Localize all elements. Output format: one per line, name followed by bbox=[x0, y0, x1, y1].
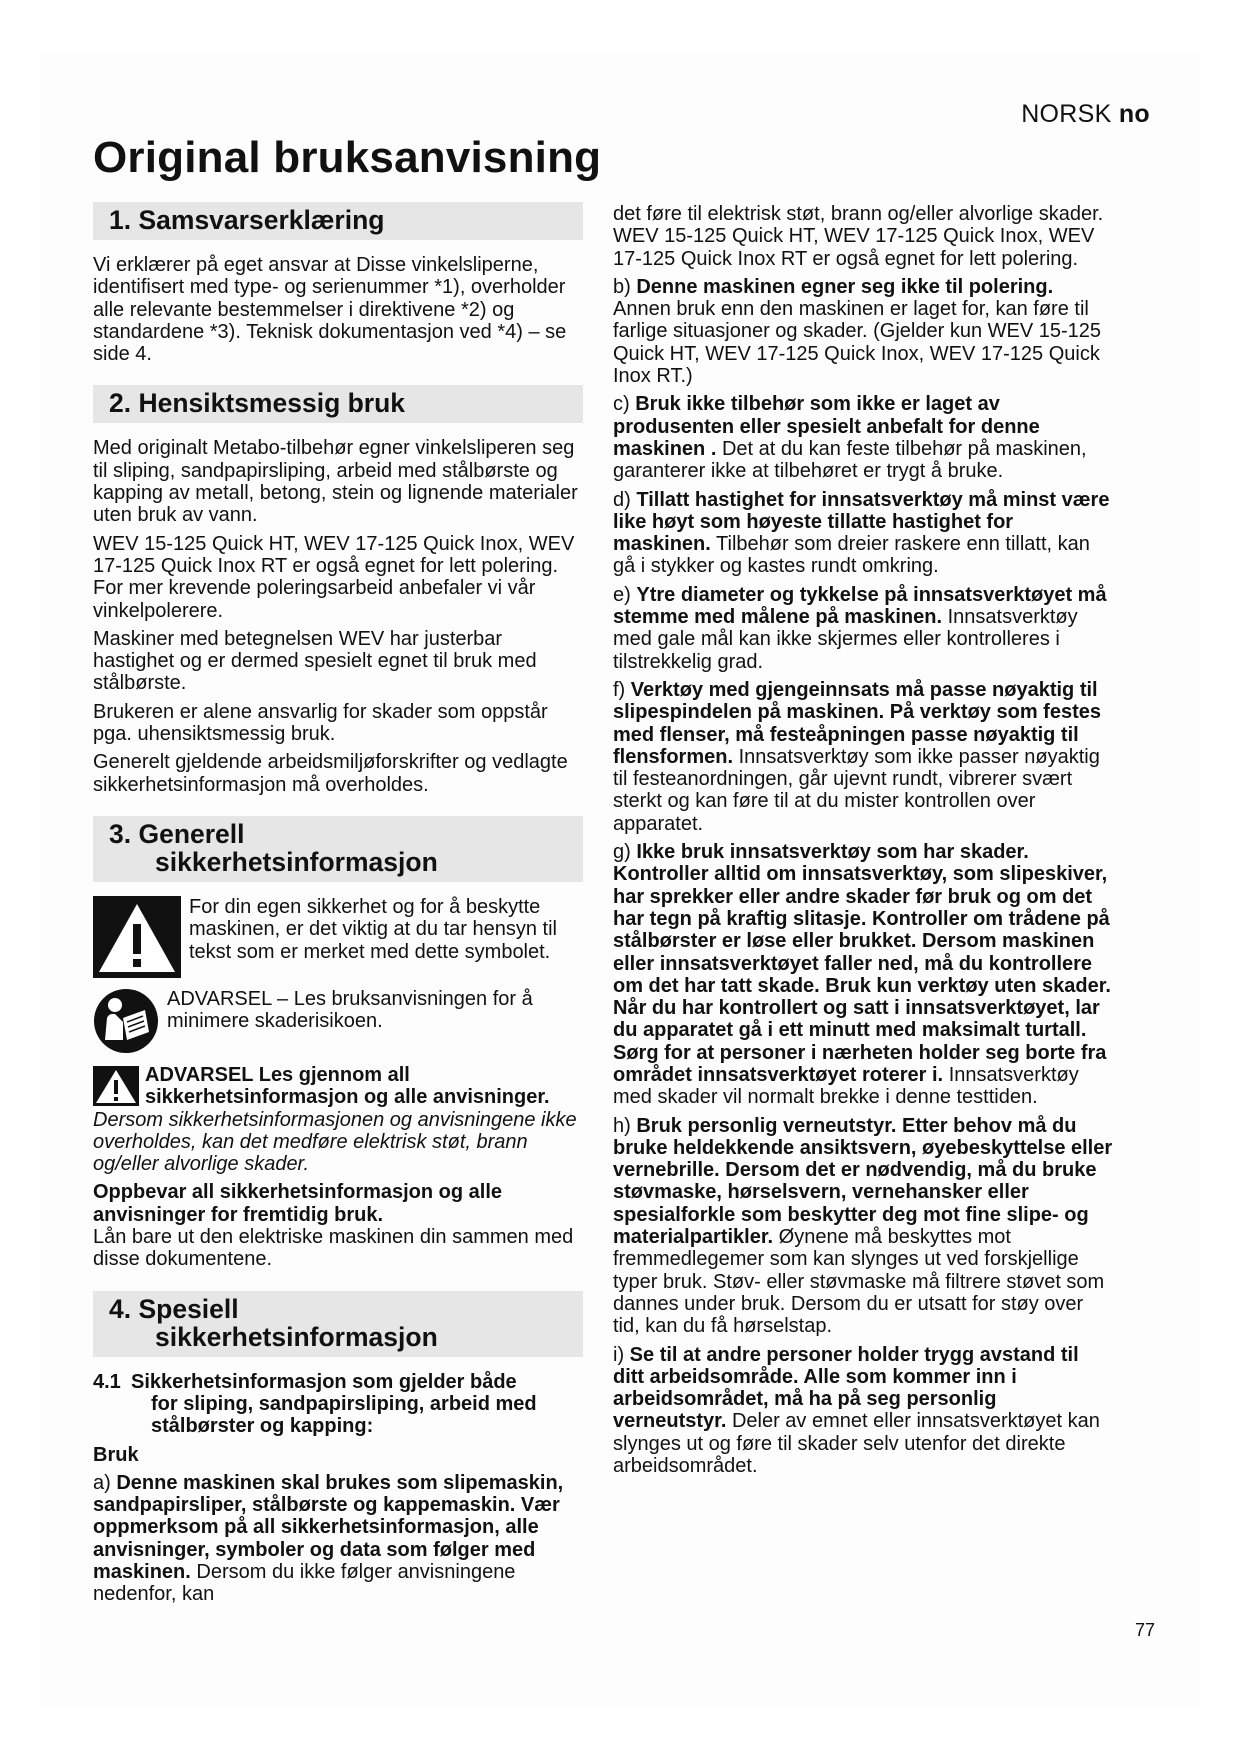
section-1-paragraph: Vi erklærer på eget ansvar at Disse vinkelsliperne, identifisert med type- og serienummer *1), overholder alle relevante bestemmelser i direktivene *2) og standardene *3). Teknisk dokumentasjon ved *4) – se side 4. bbox=[93, 254, 567, 366]
item-e-paragraph bbox=[613, 584, 1113, 673]
item-b-prefix: b) bbox=[613, 275, 631, 298]
item-d-paragraph bbox=[613, 489, 1113, 578]
keep-instructions-normal: Lån bare ut den elektriske maskinen din sammen med disse dokumentene. bbox=[93, 1226, 574, 1271]
item-a-paragraph bbox=[93, 1472, 583, 1606]
item-g-prefix: g) bbox=[613, 841, 631, 864]
keep-instructions-bold: Oppbevar all sikkerhetsinformasjon og alle anvisninger for fremtidig bruk. bbox=[93, 1181, 503, 1226]
section-3-heading-line-1: 3. Generell bbox=[109, 818, 245, 849]
item-d-prefix: d) bbox=[613, 488, 631, 511]
item-i-prefix: i) bbox=[613, 1343, 625, 1366]
section-3-heading bbox=[93, 816, 583, 882]
item-h-prefix: h) bbox=[613, 1114, 631, 1137]
keep-instructions-paragraph bbox=[93, 1181, 583, 1270]
item-d-normal: Tilbehør som dreier raskere enn tillatt, kan gå i stykker og kastes rundt omkring. bbox=[613, 533, 1090, 578]
item-a-prefix: a) bbox=[93, 1471, 111, 1494]
item-i-normal: Deler av emnet eller innsatsverktøyet kan slynges ut og føre til skader selv utenfor det direkte arbeidsområdet. bbox=[613, 1410, 1100, 1478]
item-h-paragraph bbox=[613, 1115, 1113, 1338]
read-manual-icon bbox=[93, 988, 159, 1054]
read-manual-text: ADVARSEL – Les bruksanvisningen for å minimere skaderisikoen. bbox=[167, 987, 533, 1033]
section-2-heading: 2. Hensiktsmessig bruk bbox=[93, 385, 583, 423]
subsection-4-1-heading bbox=[93, 1371, 583, 1438]
section-2-paragraph-3: Maskiner med betegnelsen WEV har justerbar hastighet og er dermed spesielt egnet til bruk med stålbørste. bbox=[93, 627, 537, 695]
item-e-bold: Ytre diameter og tykkelse på innsatsverktøyet må stemme med målene på maskinen. bbox=[613, 583, 1107, 629]
item-h-normal: Øynene må beskyttes mot fremmedlegemer som kan slynges ut ved forskjellige typer bruk. Støv- eller støvmaske må filtrere støvet som dannes under bruk. Dersom du er utsatt for støy over tid, kan du få hørselstap. bbox=[613, 1226, 1105, 1338]
language-code: no bbox=[1118, 100, 1150, 128]
section-2-paragraph-1: Med originalt Metabo-tilbehør egner vinkelsliperen seg til sliping, sandpapirsliping, arbeid med stålbørste og kapping av metall, betong, stein og lignende materialer uten bruk av vann. bbox=[93, 437, 578, 527]
item-f-paragraph bbox=[613, 679, 1113, 835]
item-g-paragraph bbox=[613, 841, 1113, 1109]
left-column bbox=[93, 202, 583, 1612]
item-f-normal: Innsatsverktøy som ikke passer nøyaktig til festeanordningen, går ujevnt rundt, vibrerer svært sterkt og kan føre til at du mister kontrollen over apparatet. bbox=[613, 745, 1100, 835]
general-warning-paragraph bbox=[93, 1064, 583, 1175]
subsection-number: 4.1 bbox=[93, 1370, 121, 1393]
section-2-paragraph-5: Generelt gjeldende arbeidsmiljøforskrifter og vedlagte sikkerhetsinformasjon må overholdes. bbox=[93, 751, 568, 796]
item-f-bold: Verktøy med gjengeinnsats må passe nøyaktig til slipespindelen på maskinen. På verktøy som festes med flenser, må festeåpningen passe nøyaktig til flensformen. bbox=[613, 678, 1101, 768]
right-column bbox=[613, 203, 1113, 1483]
section-3-heading-line-2: sikkerhetsinformasjon bbox=[155, 846, 438, 877]
item-g-normal: Innsatsverktøy med skader vil normalt brekke i denne testtiden. bbox=[613, 1063, 1079, 1109]
section-2-paragraph-4: Brukeren er alene ansvarlig for skader som oppstår pga. uhensiktsmessig bruk. bbox=[93, 700, 548, 746]
section-4-heading bbox=[93, 1291, 583, 1357]
item-b-paragraph bbox=[613, 276, 1113, 387]
item-g-bold: Ikke bruk innsatsverktøy som har skader. Kontroller alltid om innsatsverktøy, som slipeskiver, har sprekker eller andre skader før bruk og om det har tegn på kraftig slitasje. Kontroller om trådene på stålbørster er løse eller brukket. Dersom maskinen eller innsatsverktøyet faller ned, må du kontrollere om det har tatt skade. Bruk kun verktøy uten skader. Når du har kontrollert og satt i innsatsverktøyet, lar du apparatet gå i ett minutt med maksimalt turtall. Sørg for at personer i nærheten holder seg borte fra området innsatsverktøyet roterer i. bbox=[613, 841, 1111, 1086]
item-i-bold: Se til at andre personer holder trygg avstand til ditt arbeidsområde. Alle som kommer inn i arbeidsområdet, må ha på seg personlig verneutstyr. bbox=[613, 1343, 1079, 1433]
item-c-paragraph bbox=[613, 393, 1113, 482]
item-e-prefix: e) bbox=[613, 583, 631, 606]
general-warning-bold: ADVARSEL Les gjennom all sikkerhetsinformasjon og alle anvisninger. bbox=[145, 1063, 550, 1109]
item-a-continued: det føre til elektrisk støt, brann og/eller alvorlige skader. WEV 15-125 Quick HT, WEV 17-125 Quick Inox, WEV 17-125 Quick Inox RT er også egnet for lett polering. bbox=[613, 203, 1104, 270]
item-h-bold: Bruk personlig verneutstyr. Etter behov må du bruke heldekkende ansiktsvern, øyebeskyttelse eller vernebrille. Dersom det er nødvendig, må du bruke støvmaske, hørselsvern, vernehansker eller spesialforkle som beskytter deg mot fine slipe- og materialpartikler. bbox=[613, 1114, 1113, 1249]
section-1-heading: 1. Samsvarserklæring bbox=[93, 202, 583, 240]
section-4-heading-line-1: 4. Spesiell bbox=[109, 1293, 239, 1324]
general-warning-italic: Dersom sikkerhetsinformasjonen og anvisningene ikke overholdes, kan det medføre elektrisk støt, brann og/eller alvorlige skader. bbox=[93, 1108, 577, 1176]
section-4-heading-line-2: sikkerhetsinformasjon bbox=[155, 1321, 438, 1352]
small-warning-icon bbox=[93, 1066, 139, 1106]
bruk-heading: Bruk bbox=[93, 1443, 139, 1466]
symbol-explanation-text: For din egen sikkerhet og for å beskytte maskinen, er det viktig at du tar hensyn til tekst som er merket med dette symbolet. bbox=[189, 895, 557, 963]
item-a-bold: Denne maskinen skal brukes som slipemaskin, sandpapirsliper, stålbørste og kappemaskin. Vær oppmerksom på all sikkerhetsinformasjon, alle anvisninger, symboler og data som følger med maskinen. bbox=[93, 1471, 564, 1583]
read-manual-row bbox=[93, 988, 583, 1054]
item-c-prefix: c) bbox=[613, 393, 630, 416]
symbol-explanation-row bbox=[93, 896, 583, 978]
item-e-normal: Innsatsverktøy med gale mål kan ikke skjermes eller kontrolleres i tilstrekkelig grad. bbox=[613, 606, 1078, 673]
item-d-bold: Tillatt hastighet for innsatsverktøy må minst være like høyt som høyeste tillatte hastighet for maskinen. bbox=[613, 488, 1110, 556]
language-name: NORSK bbox=[1021, 100, 1112, 128]
item-f-prefix: f) bbox=[613, 678, 626, 701]
document-title: Original bruksanvisning bbox=[93, 133, 602, 182]
language-header bbox=[1005, 100, 1150, 129]
page-number: 77 bbox=[1135, 1620, 1156, 1640]
item-b-normal: Annen bruk enn den maskinen er laget for, kan føre til farlige situasjoner og skader. (Gjelder kun WEV 15-125 Quick HT, WEV 17-125 Quick Inox, WEV 17-125 Quick Inox RT.) bbox=[613, 298, 1102, 388]
item-i-paragraph bbox=[613, 1344, 1113, 1478]
item-c-normal: Det at du kan feste tilbehør på maskinen, garanterer ikke at tilbehøret er trygt å bruke. bbox=[613, 437, 1087, 483]
subsection-title-continued: for sliping, sandpapirsliping, arbeid med stålbørster og kapping: bbox=[151, 1392, 537, 1438]
subsection-title-line-1: Sikkerhetsinformasjon som gjelder både bbox=[131, 1370, 517, 1393]
section-2-paragraph-2: WEV 15-125 Quick HT, WEV 17-125 Quick Inox, WEV 17-125 Quick Inox RT er også egnet for lett polering. For mer krevende poleringsarbeid anbefaler vi vår vinkelpolerere. bbox=[93, 532, 575, 622]
item-b-bold: Denne maskinen egner seg ikke til polering. bbox=[636, 275, 1054, 298]
item-a-normal: Dersom du ikke følger anvisningene nedenfor, kan bbox=[93, 1560, 516, 1606]
warning-triangle-icon bbox=[93, 896, 181, 978]
item-c-bold: Bruk ikke tilbehør som ikke er laget av produsenten eller spesielt anbefalt for denne maskinen . bbox=[613, 393, 1040, 460]
